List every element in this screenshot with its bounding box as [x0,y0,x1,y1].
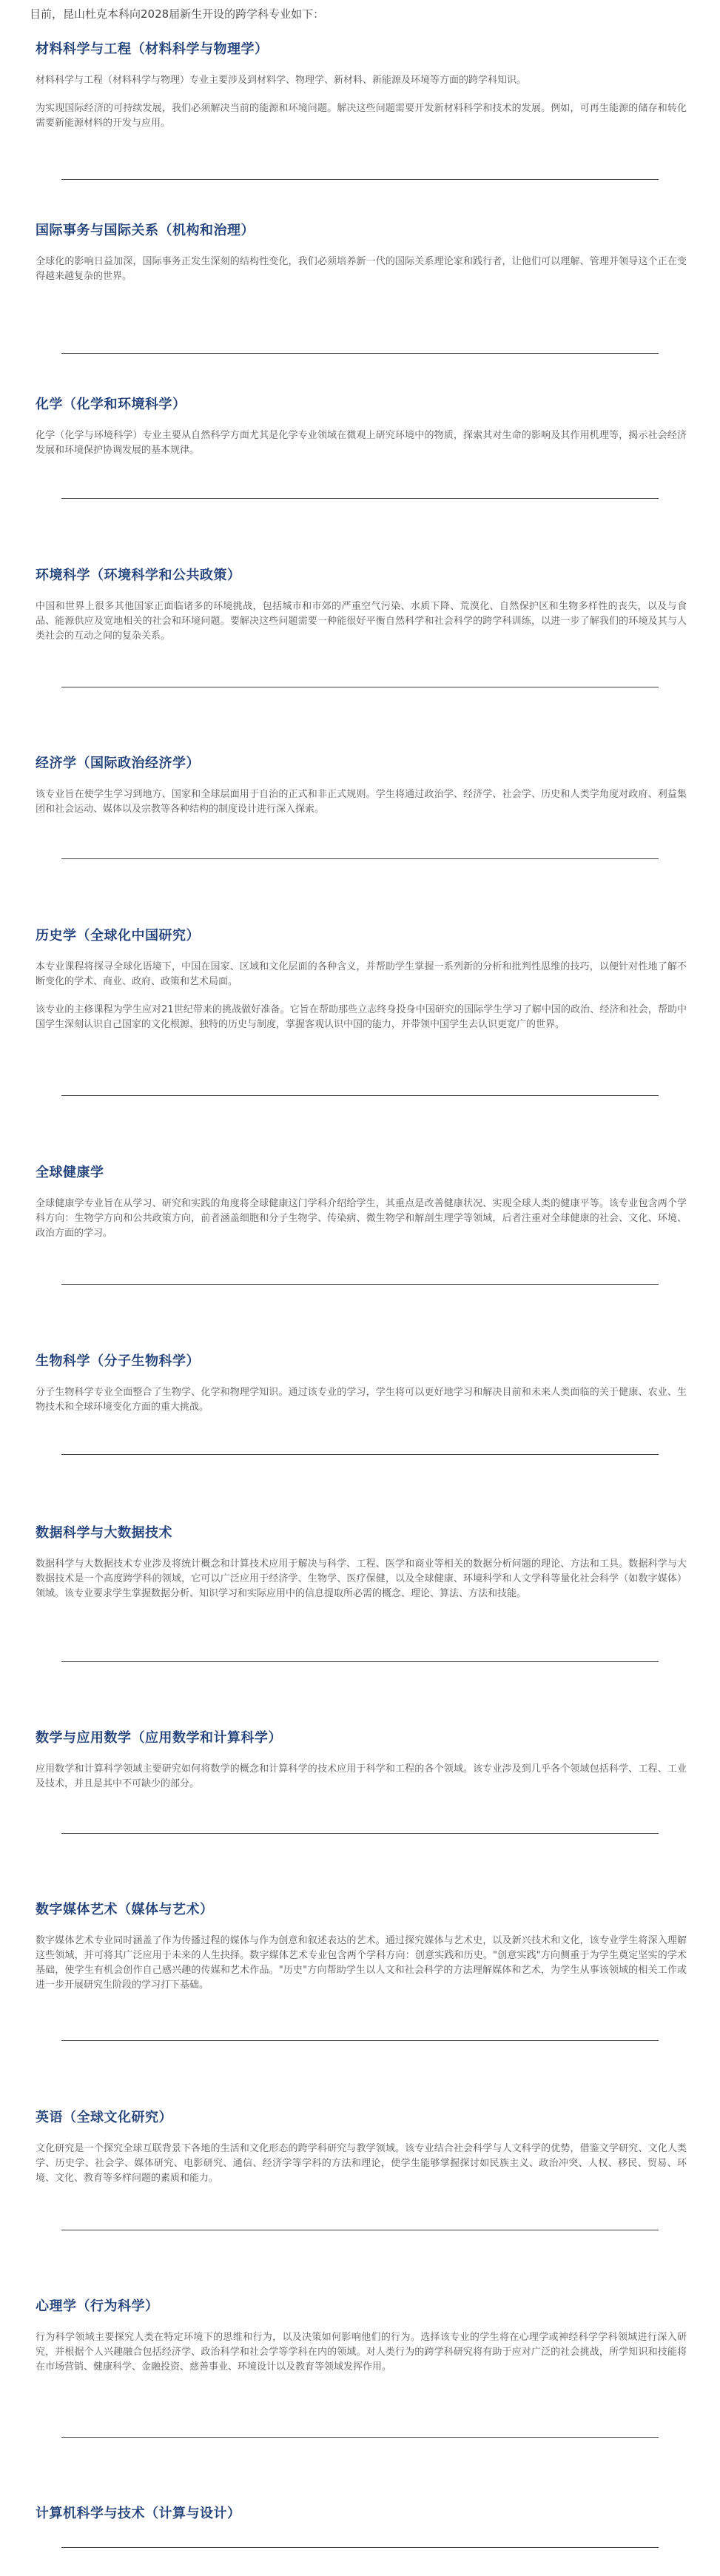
section-paragraph: 本专业课程将探寻全球化语境下，中国在国家、区域和文化层面的各种含义，并帮助学生掌握一系列新的分析和批判性思维的技巧，以便针对性地了解不断变化的学术、商业、政府、政策和艺术局面。 [36,961,687,987]
divider [61,2040,659,2041]
section-title: 数字媒体艺术（媒体与艺术） [36,1902,214,1917]
section-paragraph: 材料科学与工程（材料科学与物理）专业主要涉及到材料学、物理学、新材料、新能源及环境等方面的跨学科知识。 [36,75,527,86]
section-history [36,927,687,1046]
section-paragraph: 化学（化学与环境科学）专业主要从自然科学方面尤其是化学专业领域在微观上研究环境中的物质，探索其对生命的影响及其作用机理等，揭示社会经济发展和环境保护协调发展的基本规律。 [36,430,687,456]
section-paragraph: 文化研究是一个探究全球互联背景下各地的生活和文化形态的跨学科研究与教学领域。该专业结合社会科学与人文科学的优势，借鉴文学研究、文化人类学、历史学、社会学、媒体研究、电影研究、通信、经济学等学科的方法和理论，使学生能够掌握探讨如民族主义、政治冲突、人权、移民、贸易、环境、文化、教育等多样问题的素质和能力。 [36,2143,687,2184]
section-body [36,1385,687,1415]
section-economics [36,755,687,830]
divider [61,858,659,859]
section-computer-science [36,2505,687,2523]
section-paragraph: 该专业旨在使学生学习到地方、国家和全球层面用于自治的正式和非正式规则。学生将通过政治学、经济学、社会学、历史和人类学角度对政府、利益集团和社会运动、媒体以及宗教等各种结构的制度设计进行深入探索。 [36,789,687,815]
section-title: 英语（全球文化研究） [36,2110,172,2125]
section-paragraph: 应用数学和计算科学领域主要研究如何将数学的概念和计算科学的技术应用于科学和工程的各个领域。该专业涉及到几乎各个领域包括科学、工程、工业及技术，并且是其中不可缺少的部分。 [36,1763,687,1789]
section-body [36,960,687,1032]
section-english [36,2109,687,2199]
section-body [36,1934,687,1993]
section-title: 化学（化学和环境科学） [36,397,186,412]
section-title: 计算机科学与技术（计算与设计） [36,2506,241,2521]
divider [61,1661,659,1662]
section-title: 数学与应用数学（应用数学和计算科学） [36,1730,282,1746]
section-biology [36,1353,687,1428]
divider [61,179,659,180]
section-title: 材料科学与工程（材料科学与物理学） [36,41,269,57]
section-body [36,599,687,644]
section-applied-math [36,1729,687,1805]
divider [61,1095,659,1096]
section-data-science [36,1524,687,1615]
section-title: 经济学（国际政治经济学） [36,756,200,771]
section-paragraph: 数据科学与大数据技术专业涉及将统计概念和计算技术应用于解决与科学、工程、医学和商业等相关的数据分析问题的理论、方法和工具。数据科学与大数据技术是一个高度跨学科的领域，它可以广泛应用于经济学、生物学、医疗保健，以及全球健康、环境科学和人文学科等量化社会科学（如数字媒体）领域。该专业要求学生掌握数据分析、知识学习和实际应用中的信息提取所必需的概念、理论、算法、方法和技能。 [36,1558,687,1599]
section-environmental-science [36,567,687,657]
section-title: 心理学（行为科学） [36,2298,159,2314]
section-chemistry [36,396,687,471]
section-materials [36,41,687,144]
section-body [36,73,687,131]
section-global-health [36,1164,687,1254]
section-body [36,255,687,284]
section-body [36,428,687,458]
section-body [36,1197,687,1241]
section-paragraph: 数字媒体艺术专业同时涵盖了作为传播过程的媒体与作为创意和叙述表达的艺术。通过探究媒体与艺术史，以及新兴技术和文化，该专业学生将深入理解这些领域，并可将其广泛应用于未来的人生抉择。数字媒体艺术专业包含两个学科方向：创意实践和历史。"创意实践"方向侧重于为学生奠定坚实的学术基础，使学生有机会创作自己感兴趣的传媒和艺术作品。"历史"方向帮助学生以人文和社会科学的方法理解媒体和艺术，为学生从事该领域的相关工作或进一步开展研究生阶段的学习打下基础。 [36,1935,687,1991]
divider [61,498,659,499]
section-title: 生物科学（分子生物科学） [36,1353,200,1369]
section-paragraph: 中国和世界上很多其他国家正面临诸多的环境挑战，包括城市和市郊的严重空气污染、水质下降、荒漠化、自然保护区和生物多样性的丧失，以及与食品、能源供应及宽地相关的社会和环境问题。要解决这些问题需要一种能很好平衡自然科学和社会科学的跨学科训练，以进一步了解我们的环境及其与人类社会的互动之间的复杂关系。 [36,601,687,642]
divider [61,353,659,354]
section-paragraph: 全球健康学专业旨在从学习、研究和实践的角度将全球健康这门学科介绍给学生，其重点是改善健康状况、实现全球人类的健康平等。该专业包含两个学科方向：生物学方向和公共政策方向，前者涵盖细胞和分子生物学、传染病、微生物学和解剖生理学等领域，后者注重对全球健康的社会、文化、环境、政治方面的学习。 [36,1198,687,1239]
section-title: 环境科学（环境科学和公共政策） [36,568,241,583]
section-paragraph: 为实现国际经济的可持续发展，我们必须解决当前的能源和环境问题。解决这些问题需要开发新材料科学和技术的发展。例如，可再生能源的储存和转化需要新能源材料的开发与应用。 [36,103,687,129]
divider [61,1454,659,1455]
section-title: 国际事务与国际关系（机构和治理） [36,223,255,238]
section-paragraph: 行为科学领域主要探究人类在特定环境下的思维和行为，以及决策如何影响他们的行为。选择该专业的学生将在心理学或神经科学学科领域进行深入研究，并根据个人兴趣融合包括经济学、政治科学和社会学等学科在内的领域。对人类行为的跨学科研究将有助于应对广泛的社会挑战，所学知识和技能将在市场营销、健康科学、金融投资、慈善事业、环境设计以及教育等领域发挥作用。 [36,2332,687,2372]
divider [61,1833,659,1834]
section-paragraph: 全球化的影响日益加深，国际事务正发生深刻的结构性变化，我们必须培养新一代的国际关系理论家和践行者，让他们可以理解、管理并领导这个正在变得越来越复杂的世界。 [36,256,687,282]
section-body [36,1762,687,1792]
section-media-arts [36,1901,687,2006]
intro-text: 目前，昆山杜克本科向2028届新生开设的跨学科专业如下： [30,7,325,21]
section-body [36,1557,687,1601]
section-psychology [36,2298,687,2388]
section-paragraph: 分子生物科学专业全面整合了生物学、化学和物理学知识。通过该专业的学习，学生将可以更好地学习和解决目前和未来人类面临的关于健康、农业、生物技术和全球环境变化方面的重大挑战。 [36,1387,687,1413]
section-body [36,2142,687,2186]
section-title: 全球健康学 [36,1165,104,1180]
section-body [36,2330,687,2375]
divider [61,1284,659,1285]
section-body [36,787,687,817]
section-title: 历史学（全球化中国研究） [36,928,200,944]
section-international-affairs [36,222,687,297]
section-title: 数据科学与大数据技术 [36,1525,172,1541]
section-paragraph: 该专业的主修课程为学生应对21世纪带来的挑战做好准备。它旨在帮助那些立志终身投身中国研究的国际学生学习了解中国的政治、经济和社会，帮助中国学生深刻认识自己国家的文化根源、独特的历史与制度，掌握客观认识中国的能力，并带领中国学生去认识更宽广的世界。 [36,1004,687,1030]
divider [61,2547,659,2548]
divider [61,2437,659,2438]
